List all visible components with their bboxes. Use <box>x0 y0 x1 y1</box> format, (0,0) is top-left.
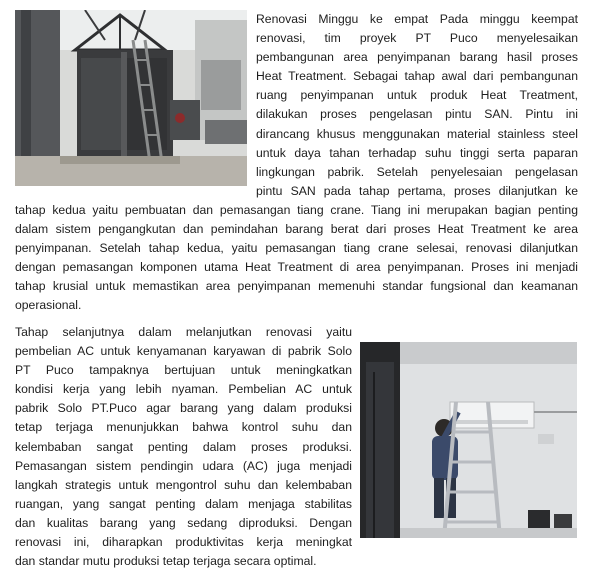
paragraph-1-line: dilakukan proses pengelasan pintu SAN. Pintu ini <box>256 107 578 122</box>
paragraph-3-line: pabrik Solo PT.Puco agar barang yang dalam produksi <box>15 401 352 416</box>
paragraph-3-line: Pemasangan sistem pendingin udara (AC) juga menjadi <box>15 458 352 473</box>
paragraph-2-line: tahap krusial untuk memastikan area penyimpanan memenuhi standar fungsional dan keamanan <box>15 279 578 294</box>
paragraph-3-line: kondisi kerja yang lebih nyaman. Pembelian AC untuk <box>15 382 352 397</box>
paragraph-1 <box>256 10 578 201</box>
paragraph-2 <box>15 201 578 316</box>
paragraph-1-line: renovasi, tim proyek PT Puco menyelesaikan <box>256 31 578 46</box>
paragraph-1-line: Heat Treatment. Sebagai tahap awal dari pembangunan <box>256 69 578 84</box>
heat-treatment-structure-photo <box>15 10 247 186</box>
paragraph-1-line: dirancang khusus menggunakan material stainless steel <box>256 126 578 141</box>
paragraph-1-line: lingkungan pabrik. Setelah penyelesaian pengelasan <box>256 164 578 179</box>
paragraph-3-line: dan standar mutu produksi tetap terjaga secara optimal. <box>15 554 317 569</box>
paragraph-1-line: untuk daya tahan terhadap suhu tinggi serta paparan <box>256 145 578 160</box>
paragraph-3-line: renovasi ini, diharapkan produktivitas kerja meningkat <box>15 535 352 550</box>
paragraph-2-line: dengan pemasangan komponen utama Heat Treatment di area penyimpanan. Proses ini menjadi <box>15 260 578 275</box>
paragraph-1-line: pintu SAN pada tahap pertama, proses dilanjutkan ke <box>256 183 578 198</box>
paragraph-3-line: kelembaban sangat penting dalam proses produksi. <box>15 439 352 454</box>
paragraph-1-line: pembangunan area penyimpanan barang hasil proses <box>256 50 578 65</box>
paragraph-1-line: Renovasi Minggu ke empat Pada minggu keempat <box>256 12 578 26</box>
paragraph-2-line: dalam sistem pengangkutan dan pemindahan barang berat dari proses Heat Treatment ke area <box>15 222 578 237</box>
paragraph-3-line: dan kualitas barang yang sedang diproduksi. Dengan <box>15 515 352 530</box>
ac-installation-photo <box>360 342 577 538</box>
ac-installation-photo-drawing <box>360 342 577 538</box>
paragraph-2-line: operasional. <box>15 298 82 313</box>
paragraph-3-line: pembelian AC untuk kenyamanan karyawan di pabrik Solo <box>15 344 352 359</box>
paragraph-3-line: PT Puco tampaknya bertujuan untuk meningkatkan <box>15 363 352 378</box>
paragraph-2-line: tahap kedua yaitu pembuatan dan pemasangan tiang crane. Tiang ini merupakan bagian penting <box>15 203 578 217</box>
paragraph-3 <box>15 323 352 571</box>
paragraph-3-line: Tahap selanjutnya dalam melanjutkan renovasi yaitu <box>15 325 352 339</box>
paragraph-3-line: ruangan, yang sangat penting dalam menjaga stabilitas <box>15 496 352 511</box>
paragraph-3-line: tetap terjaga menunjukkan bahwa kontrol suhu dan <box>15 420 352 435</box>
paragraph-3-line: langkah strategis untuk mengontrol suhu dan kelembaban <box>15 477 352 492</box>
paragraph-1-line: ruang penyimpanan untuk produk Heat Treatment, <box>256 88 578 103</box>
heat-treatment-photo-drawing <box>15 10 247 186</box>
paragraph-2-line: penyimpanan. Setelah tahap kedua, yaitu pemasangan tiang crane selesai, renovasi dilanjutkan <box>15 241 578 256</box>
